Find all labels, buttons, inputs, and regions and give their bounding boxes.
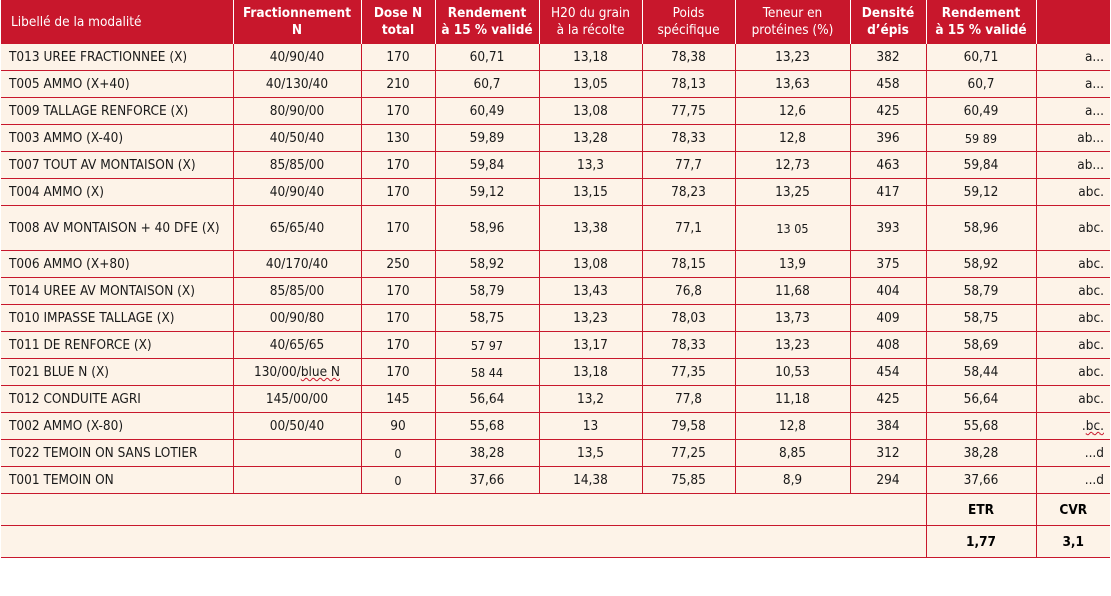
- cell-groupe: ...d: [1036, 467, 1110, 494]
- cell-poids: 77,75: [642, 98, 735, 125]
- cell-rendement-2: 55,68: [926, 413, 1036, 440]
- table-row: [1, 359, 1110, 386]
- footer-spacer: [1, 494, 926, 526]
- cell-densite: 463: [850, 152, 926, 179]
- cell-poids: 77,7: [642, 152, 735, 179]
- cell-groupe: abc.: [1036, 332, 1110, 359]
- cell-dose: 170: [361, 179, 435, 206]
- cell-fractionnement: 40/50/40: [233, 125, 361, 152]
- cell-poids: 78,13: [642, 71, 735, 98]
- cell-fractionnement: 40/90/40: [233, 44, 361, 71]
- cell-densite: 454: [850, 359, 926, 386]
- etr-label: ETR: [926, 494, 1036, 526]
- cell-rendement: 38,28: [435, 440, 539, 467]
- cell-rendement: 59,84: [435, 152, 539, 179]
- cell-libelle: T008 AV MONTAISON + 40 DFE (X): [1, 206, 233, 251]
- cell-rendement: 58,79: [435, 278, 539, 305]
- cell-dose: 210: [361, 71, 435, 98]
- cell-rendement: 37,66: [435, 467, 539, 494]
- cell-groupe: abc.: [1036, 278, 1110, 305]
- cell-densite: 375: [850, 251, 926, 278]
- cell-libelle: T002 AMMO (X-80): [1, 413, 233, 440]
- cell-libelle: T005 AMMO (X+40): [1, 71, 233, 98]
- cell-poids: 78,23: [642, 179, 735, 206]
- cell-fractionnement: [233, 359, 361, 386]
- cell-poids: 77,8: [642, 386, 735, 413]
- table-row: [1, 98, 1110, 125]
- cell-rendement: 59,12: [435, 179, 539, 206]
- cell-groupe: abc.: [1036, 251, 1110, 278]
- cell-groupe: abc.: [1036, 359, 1110, 386]
- cell-rendement: 60,7: [435, 71, 539, 98]
- cell-dose: 250: [361, 251, 435, 278]
- cell-groupe: [1036, 413, 1110, 440]
- cell-rendement-2: 58,75: [926, 305, 1036, 332]
- table-header: [1, 0, 1110, 44]
- cell-teneur: 12,8: [735, 413, 850, 440]
- cell-dose: 170: [361, 305, 435, 332]
- cell-dose: 170: [361, 206, 435, 251]
- cell-h2o: 13,23: [539, 305, 642, 332]
- cell-fractionnement: 145/00/00: [233, 386, 361, 413]
- cell-rendement-2: 60,71: [926, 44, 1036, 71]
- cell-teneur: 12,73: [735, 152, 850, 179]
- fractionnement-prefix: 130/00/: [253, 364, 301, 380]
- cell-dose: 170: [361, 44, 435, 71]
- table-row: [1, 305, 1110, 332]
- cell-h2o: 13,5: [539, 440, 642, 467]
- table-row: [1, 332, 1110, 359]
- cell-dose: 130: [361, 125, 435, 152]
- cell-rendement-2: 58,44: [926, 359, 1036, 386]
- cell-densite: 417: [850, 179, 926, 206]
- cell-densite: 409: [850, 305, 926, 332]
- cell-h2o: 13,18: [539, 44, 642, 71]
- cell-libelle: T004 AMMO (X): [1, 179, 233, 206]
- cell-rendement: 58,96: [435, 206, 539, 251]
- groupe-prefix: .: [1081, 418, 1086, 434]
- cell-densite: 408: [850, 332, 926, 359]
- cell-rendement-2: 59,84: [926, 152, 1036, 179]
- cell-groupe: a...: [1036, 71, 1110, 98]
- cell-densite: 404: [850, 278, 926, 305]
- table-row: [1, 152, 1110, 179]
- cell-fractionnement: 00/90/80: [233, 305, 361, 332]
- cell-h2o: 13,2: [539, 386, 642, 413]
- cell-teneur: 13,63: [735, 71, 850, 98]
- cell-h2o: 13,38: [539, 206, 642, 251]
- cell-densite: 382: [850, 44, 926, 71]
- cell-fractionnement: 40/130/40: [233, 71, 361, 98]
- cell-groupe: ab...: [1036, 152, 1110, 179]
- header-teneur: Teneur en protéines (%): [735, 0, 850, 44]
- cell-h2o: 13,43: [539, 278, 642, 305]
- fractionnement-suffix: blue N: [300, 364, 341, 380]
- cell-h2o: 13,17: [539, 332, 642, 359]
- table-row: [1, 71, 1110, 98]
- cell-h2o: 13: [539, 413, 642, 440]
- cell-rendement: 58 44: [435, 359, 539, 386]
- cell-poids: 78,33: [642, 332, 735, 359]
- cell-fractionnement: 85/85/00: [233, 278, 361, 305]
- cell-fractionnement: 40/170/40: [233, 251, 361, 278]
- table-row: [1, 440, 1110, 467]
- cell-rendement: 60,71: [435, 44, 539, 71]
- table-row: [1, 44, 1110, 71]
- cell-rendement-2: 59,12: [926, 179, 1036, 206]
- cell-fractionnement: 00/50/40: [233, 413, 361, 440]
- cell-teneur: 13,23: [735, 44, 850, 71]
- header-rendement-2: Rendement à 15 % validé: [926, 0, 1036, 44]
- cell-h2o: 13,18: [539, 359, 642, 386]
- cell-h2o: 13,08: [539, 98, 642, 125]
- cell-densite: 312: [850, 440, 926, 467]
- cell-libelle: T021 BLUE N (X): [1, 359, 233, 386]
- cell-teneur: 13 05: [735, 206, 850, 251]
- cell-h2o: 13,05: [539, 71, 642, 98]
- cell-libelle: T010 IMPASSE TALLAGE (X): [1, 305, 233, 332]
- table-row: [1, 179, 1110, 206]
- cell-dose: 90: [361, 413, 435, 440]
- cell-libelle: T014 UREE AV MONTAISON (X): [1, 278, 233, 305]
- cell-rendement: 59,89: [435, 125, 539, 152]
- cell-libelle: T001 TEMOIN ON: [1, 467, 233, 494]
- cell-groupe: ab...: [1036, 125, 1110, 152]
- cell-densite: 396: [850, 125, 926, 152]
- cell-dose: 0: [361, 467, 435, 494]
- cell-h2o: 13,3: [539, 152, 642, 179]
- cell-libelle: T007 TOUT AV MONTAISON (X): [1, 152, 233, 179]
- cell-poids: 76,8: [642, 278, 735, 305]
- table-footer: [1, 494, 1110, 558]
- table-row: [1, 125, 1110, 152]
- cell-poids: 77,35: [642, 359, 735, 386]
- table-row: [1, 206, 1110, 251]
- cell-libelle: T006 AMMO (X+80): [1, 251, 233, 278]
- cell-groupe: abc.: [1036, 305, 1110, 332]
- cell-poids: 78,15: [642, 251, 735, 278]
- header-libelle: Libellé de la modalité: [1, 0, 233, 44]
- cell-libelle: T012 CONDUITE AGRI: [1, 386, 233, 413]
- cell-rendement-2: 58,79: [926, 278, 1036, 305]
- footer-label-row: [1, 494, 1110, 526]
- cell-teneur: 10,53: [735, 359, 850, 386]
- cell-poids: 78,38: [642, 44, 735, 71]
- cell-dose: 145: [361, 386, 435, 413]
- cell-poids: 79,58: [642, 413, 735, 440]
- header-h2o: H20 du grain à la récolte: [539, 0, 642, 44]
- cell-densite: 458: [850, 71, 926, 98]
- cell-rendement: 55,68: [435, 413, 539, 440]
- cell-dose: 170: [361, 359, 435, 386]
- cell-rendement: 58,92: [435, 251, 539, 278]
- header-fractionnement: Fractionnement N: [233, 0, 361, 44]
- table-row: [1, 386, 1110, 413]
- header-dose: Dose N total: [361, 0, 435, 44]
- cell-densite: 393: [850, 206, 926, 251]
- cell-groupe: abc.: [1036, 386, 1110, 413]
- cell-fractionnement: 65/65/40: [233, 206, 361, 251]
- cell-rendement: 58,75: [435, 305, 539, 332]
- cell-groupe: abc.: [1036, 179, 1110, 206]
- footer-value-row: [1, 526, 1110, 558]
- cell-densite: 425: [850, 98, 926, 125]
- cell-teneur: 8,9: [735, 467, 850, 494]
- cell-poids: 78,33: [642, 125, 735, 152]
- cell-libelle: T009 TALLAGE RENFORCE (X): [1, 98, 233, 125]
- cell-rendement-2: 56,64: [926, 386, 1036, 413]
- cell-rendement: 60,49: [435, 98, 539, 125]
- cell-teneur: 12,8: [735, 125, 850, 152]
- cell-h2o: 13,15: [539, 179, 642, 206]
- cell-libelle: T013 UREE FRACTIONNEE (X): [1, 44, 233, 71]
- cell-fractionnement: 40/90/40: [233, 179, 361, 206]
- cell-teneur: 8,85: [735, 440, 850, 467]
- header-rendement: Rendement à 15 % validé: [435, 0, 539, 44]
- results-table: [1, 0, 1111, 558]
- cell-rendement-2: 58,69: [926, 332, 1036, 359]
- cell-fractionnement: 80/90/00: [233, 98, 361, 125]
- table-row: [1, 251, 1110, 278]
- cvr-label: CVR: [1036, 494, 1110, 526]
- header-densite: Densité d’épis: [850, 0, 926, 44]
- cell-groupe: a...: [1036, 98, 1110, 125]
- cell-densite: 425: [850, 386, 926, 413]
- cell-teneur: 12,6: [735, 98, 850, 125]
- table-row: [1, 467, 1110, 494]
- cell-rendement-2: 58,96: [926, 206, 1036, 251]
- cell-densite: 294: [850, 467, 926, 494]
- cell-dose: 170: [361, 152, 435, 179]
- cell-rendement-2: 58,92: [926, 251, 1036, 278]
- cell-fractionnement: 40/65/65: [233, 332, 361, 359]
- cell-groupe: ...d: [1036, 440, 1110, 467]
- cell-teneur: 13,73: [735, 305, 850, 332]
- cell-rendement-2: 38,28: [926, 440, 1036, 467]
- cell-fractionnement: 85/85/00: [233, 152, 361, 179]
- cell-rendement: 56,64: [435, 386, 539, 413]
- cell-libelle: T011 DE RENFORCE (X): [1, 332, 233, 359]
- cell-dose: 170: [361, 98, 435, 125]
- cell-teneur: 13,25: [735, 179, 850, 206]
- cell-poids: 77,1: [642, 206, 735, 251]
- cell-poids: 75,85: [642, 467, 735, 494]
- cell-groupe: a...: [1036, 44, 1110, 71]
- cell-densite: 384: [850, 413, 926, 440]
- cell-h2o: 14,38: [539, 467, 642, 494]
- header-poids: Poids spécifique: [642, 0, 735, 44]
- groupe-suffix: bc.: [1085, 418, 1104, 434]
- cell-poids: 78,03: [642, 305, 735, 332]
- cvr-value: 3,1: [1036, 526, 1110, 558]
- header-groupe: [1036, 0, 1110, 44]
- cell-dose: 170: [361, 278, 435, 305]
- cell-rendement-2: 60,7: [926, 71, 1036, 98]
- table-row: [1, 278, 1110, 305]
- cell-libelle: T003 AMMO (X-40): [1, 125, 233, 152]
- cell-h2o: 13,08: [539, 251, 642, 278]
- footer-spacer: [1, 526, 926, 558]
- cell-rendement: 57 97: [435, 332, 539, 359]
- cell-rendement-2: 37,66: [926, 467, 1036, 494]
- cell-teneur: 13,9: [735, 251, 850, 278]
- cell-rendement-2: 59 89: [926, 125, 1036, 152]
- cell-dose: 0: [361, 440, 435, 467]
- table-row: [1, 413, 1110, 440]
- cell-fractionnement: [233, 440, 361, 467]
- cell-teneur: 11,68: [735, 278, 850, 305]
- cell-libelle: T022 TEMOIN ON SANS LOTIER: [1, 440, 233, 467]
- table-body: [1, 44, 1110, 494]
- cell-dose: 170: [361, 332, 435, 359]
- etr-value: 1,77: [926, 526, 1036, 558]
- cell-rendement-2: 60,49: [926, 98, 1036, 125]
- cell-poids: 77,25: [642, 440, 735, 467]
- cell-groupe: abc.: [1036, 206, 1110, 251]
- cell-fractionnement: [233, 467, 361, 494]
- cell-teneur: 13,23: [735, 332, 850, 359]
- cell-h2o: 13,28: [539, 125, 642, 152]
- cell-teneur: 11,18: [735, 386, 850, 413]
